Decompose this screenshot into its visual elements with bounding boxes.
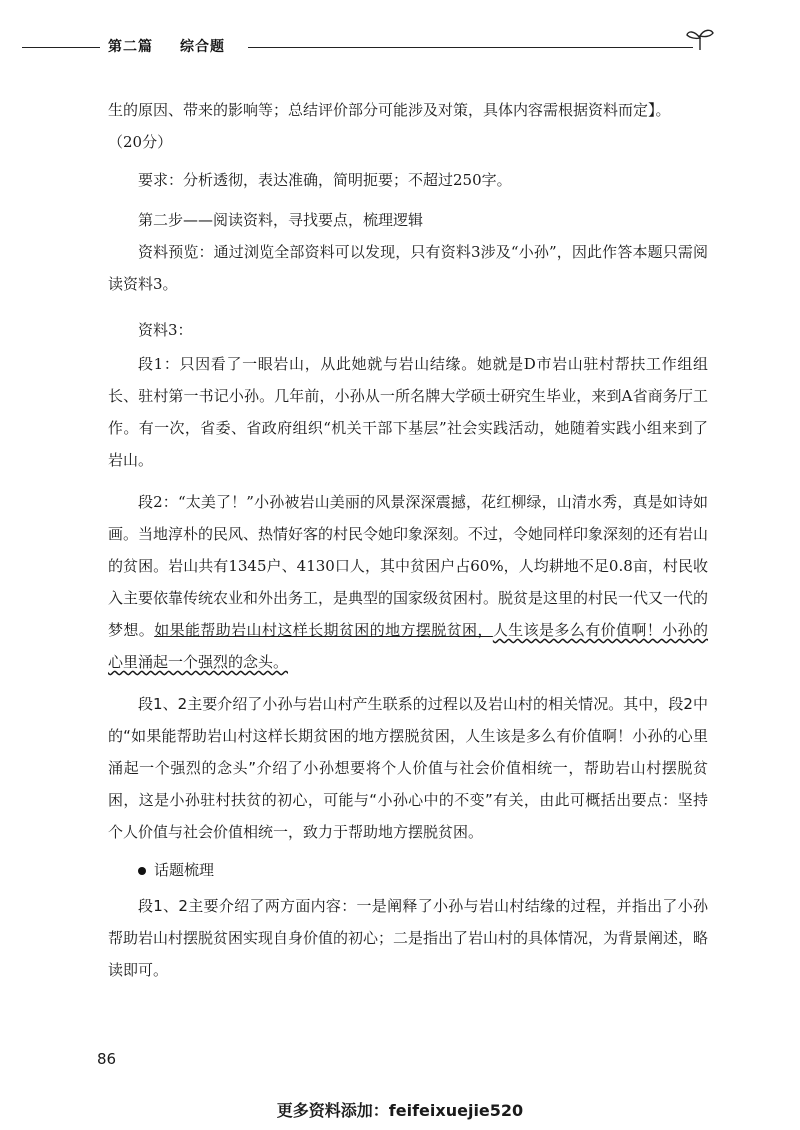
header-part: 第二篇 bbox=[108, 39, 153, 55]
sprout-icon bbox=[685, 26, 715, 52]
wavy-underlined-quote: 人生该是多么有价值啊！小孙的心里涌起一个强烈的念头。 bbox=[108, 621, 708, 671]
topic-heading bbox=[108, 854, 708, 886]
material-paragraph-2 bbox=[108, 486, 708, 678]
step-heading: 第二步——阅读资料，寻找要点，梳理逻辑 bbox=[138, 211, 424, 229]
preview-text: 资料预览：通过浏览全部资料可以发现，只有资料3涉及“小孙”，因此作答本题只需阅读资料3。 bbox=[108, 243, 708, 293]
underlined-quote: 如果能帮助岩山村这样长期贫困的地方摆脱贫困， bbox=[154, 621, 493, 639]
topic-title: 话题梳理 bbox=[154, 861, 215, 879]
analysis-text: 段1、2主要介绍了小孙与岩山村产生联系的过程以及岩山村的相关情况。其中，段2中的“如果能帮助岩山村这样长期贫困的地方摆脱贫困，人生该是多么有价值啊！小孙的心里涌起一个强烈的念头”介绍了小孙想要将个人价值与社会价值相统一，帮助岩山村摆脱贫困，这是小孙驻村扶贫的初心，可能与“小孙心中的不变”有关，由此可概括出要点：坚持个人价值与社会价值相统一，致力于帮助地方摆脱贫困。 bbox=[108, 695, 708, 841]
score-text: （20分） bbox=[108, 133, 173, 151]
bullet-icon bbox=[138, 867, 146, 875]
topic-text: 段1、2主要介绍了两方面内容：一是阐释了小孙与岩山村结缘的过程，并指出了小孙帮助岩山村摆脱贫困实现自身价值的初心；二是指出了岩山村的具体情况，为背景阐述，略读即可。 bbox=[108, 897, 709, 979]
requirement-text: 要求：分析透彻，表达准确，简明扼要；不超过250字。 bbox=[138, 171, 512, 189]
header-rule-right bbox=[248, 47, 693, 48]
header-rule-left bbox=[22, 47, 100, 48]
material-title: 资料3： bbox=[138, 321, 193, 339]
header-section: 综合题 bbox=[180, 39, 225, 55]
material-paragraph-1: 段1：只因看了一眼岩山，从此她就与岩山结缘。她就是D市岩山驻村帮扶工作组组长、驻村第一书记小孙。几年前，小孙从一所名牌大学硕士研究生毕业，来到A省商务厅工作。有一次，省委、省政府组织“机关干部下基层”社会实践活动，她随着实践小组来到了岩山。 bbox=[108, 355, 708, 469]
footer-note: 更多资料添加：feifeixuejie520 bbox=[276, 1101, 524, 1120]
continued-text: 生的原因、带来的影响等；总结评价部分可能涉及对策，具体内容需根据资料而定】。 bbox=[108, 101, 671, 119]
paragraph-2-text: 段2：“太美了！”小孙被岩山美丽的风景深深震撼，花红柳绿，山清水秀，真是如诗如画。当地淳朴的民风、热情好客的村民令她印象深刻。不过，令她同样印象深刻的还有岩山的贫困。岩山共有1345户、4130口人，其中贫困户占60%，人均耕地不足0.8亩，村民收入主要依靠传统农业和外出务工，是典型的国家级贫困村。脱贫是这里的村民一代又一代的梦想。 bbox=[108, 493, 709, 639]
page-number: 86 bbox=[97, 1050, 117, 1068]
